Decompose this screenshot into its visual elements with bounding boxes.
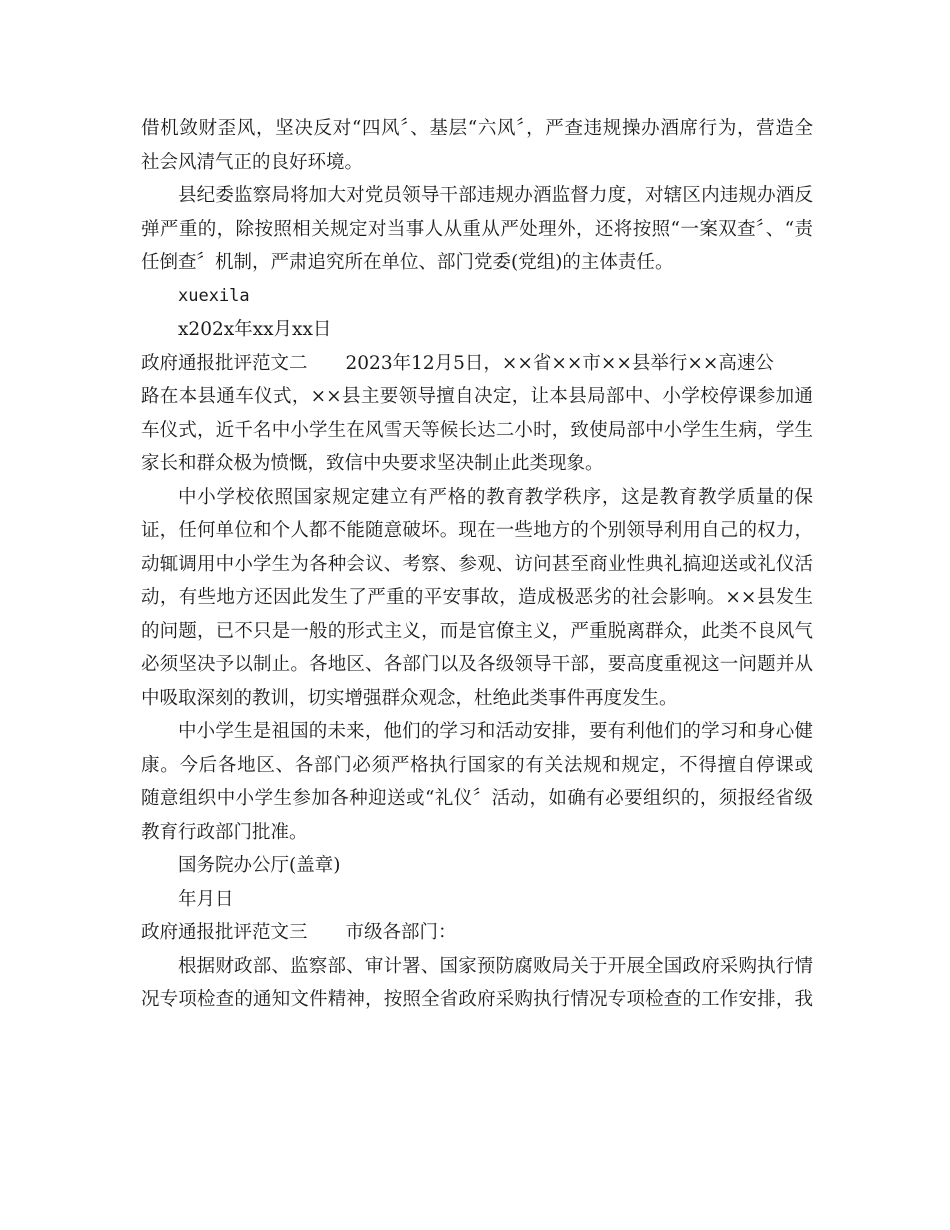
paragraph-line: 社会风清气正的良好环境。 [141,151,364,173]
section-heading: 政府通报批评范文三 [141,922,308,943]
paragraph-line: 中小学校依照国家规定建立有严格的教育教学秩序，这是教育教学质量的保 [178,486,813,508]
section-heading-line [141,347,813,381]
paragraph-line: 的问题，已不只是一般的形式主义，而是官僚主义，严重脱离群众，此类不良风气 [141,620,813,642]
paragraph-line: 康。今后各地区、各部门必须严格执行国家的有关法规和规定，不得擅自停课或 [141,754,813,776]
issuer-name: 国务院办公厅(盖章) [178,855,341,876]
signature-name: xuexila [178,285,250,306]
salutation: 市级各部门： [345,922,457,943]
paragraph-line: 中吸取深刻的教训，切实增强群众观念，杜绝此类事件再度发生。 [141,687,678,709]
paragraph-line: 中小学生是祖国的未来，他们的学习和活动安排，要有利他们的学习和身心健 [178,721,813,742]
paragraph-line: 根据财政部、监察部、审计署、国家预防腐败局关于开展全国政府采购执行情 [178,955,813,977]
issuer-date: 年月日 [178,888,234,910]
section-heading-line [141,916,813,950]
paragraph-line: 弹严重的，除按照相关规定对当事人从重从严处理外，还将按照“一案双查〞、“责 [141,218,813,240]
paragraph-line: 路在本县通车仪式，××县主要领导擅自决定，让本县局部中、小学校停课参加通 [141,386,813,407]
paragraph-line: 随意组织中小学生参加各种迎送或“礼仪〞活动，如确有必要组织的，须报经省级 [141,788,813,809]
section-heading: 政府通报批评范文二 [141,352,308,374]
paragraph-line: 教育行政部门批准。 [141,821,308,843]
paragraph-line: 家长和群众极为愤慨，致信中央要求坚决制止此类现象。 [141,453,604,474]
paragraph-line: 县纪委监察局将加大对党员领导干部违规办酒监督力度，对辖区内违规办酒反 [178,185,813,206]
paragraph-line: 借机敛财歪风，坚决反对“四风〞、基层“六风〞，严查违规操办酒席行为，营造全 [141,118,813,139]
paragraph-line: 车仪式，近千名中小学生在风雪天等候长达二小时，致使局部中小学生生病，学生 [141,419,813,441]
paragraph-line: 证，任何单位和个人都不能随意破坏。现在一些地方的个别领导利用自己的权力， [141,520,813,541]
paragraph-line: 动辄调用中小学生为各种会议、考察、参观、访问甚至商业性典礼搞迎送或礼仪活 [141,553,813,575]
document-body [141,112,813,1017]
paragraph-line: 况专项检查的通知文件精神，按照全省政府采购执行情况专项检查的工作安排，我 [141,989,813,1010]
signature-date: x202x年xx月xx日 [178,319,332,340]
paragraph-line: 必须坚决予以制止。各地区、各部门以及各级领导干部，要高度重视这一问题并从 [141,654,813,675]
paragraph-line: 动，有些地方还因此发生了严重的平安事故，造成极恶劣的社会影响。××县发生 [141,587,813,608]
paragraph-line: 任倒查〞机制，严肃追究所在单位、部门党委(党组)的主体责任。 [141,252,674,273]
paragraph-line: 2023年12月5日，××省××市××县举行××高速公 [345,352,774,374]
